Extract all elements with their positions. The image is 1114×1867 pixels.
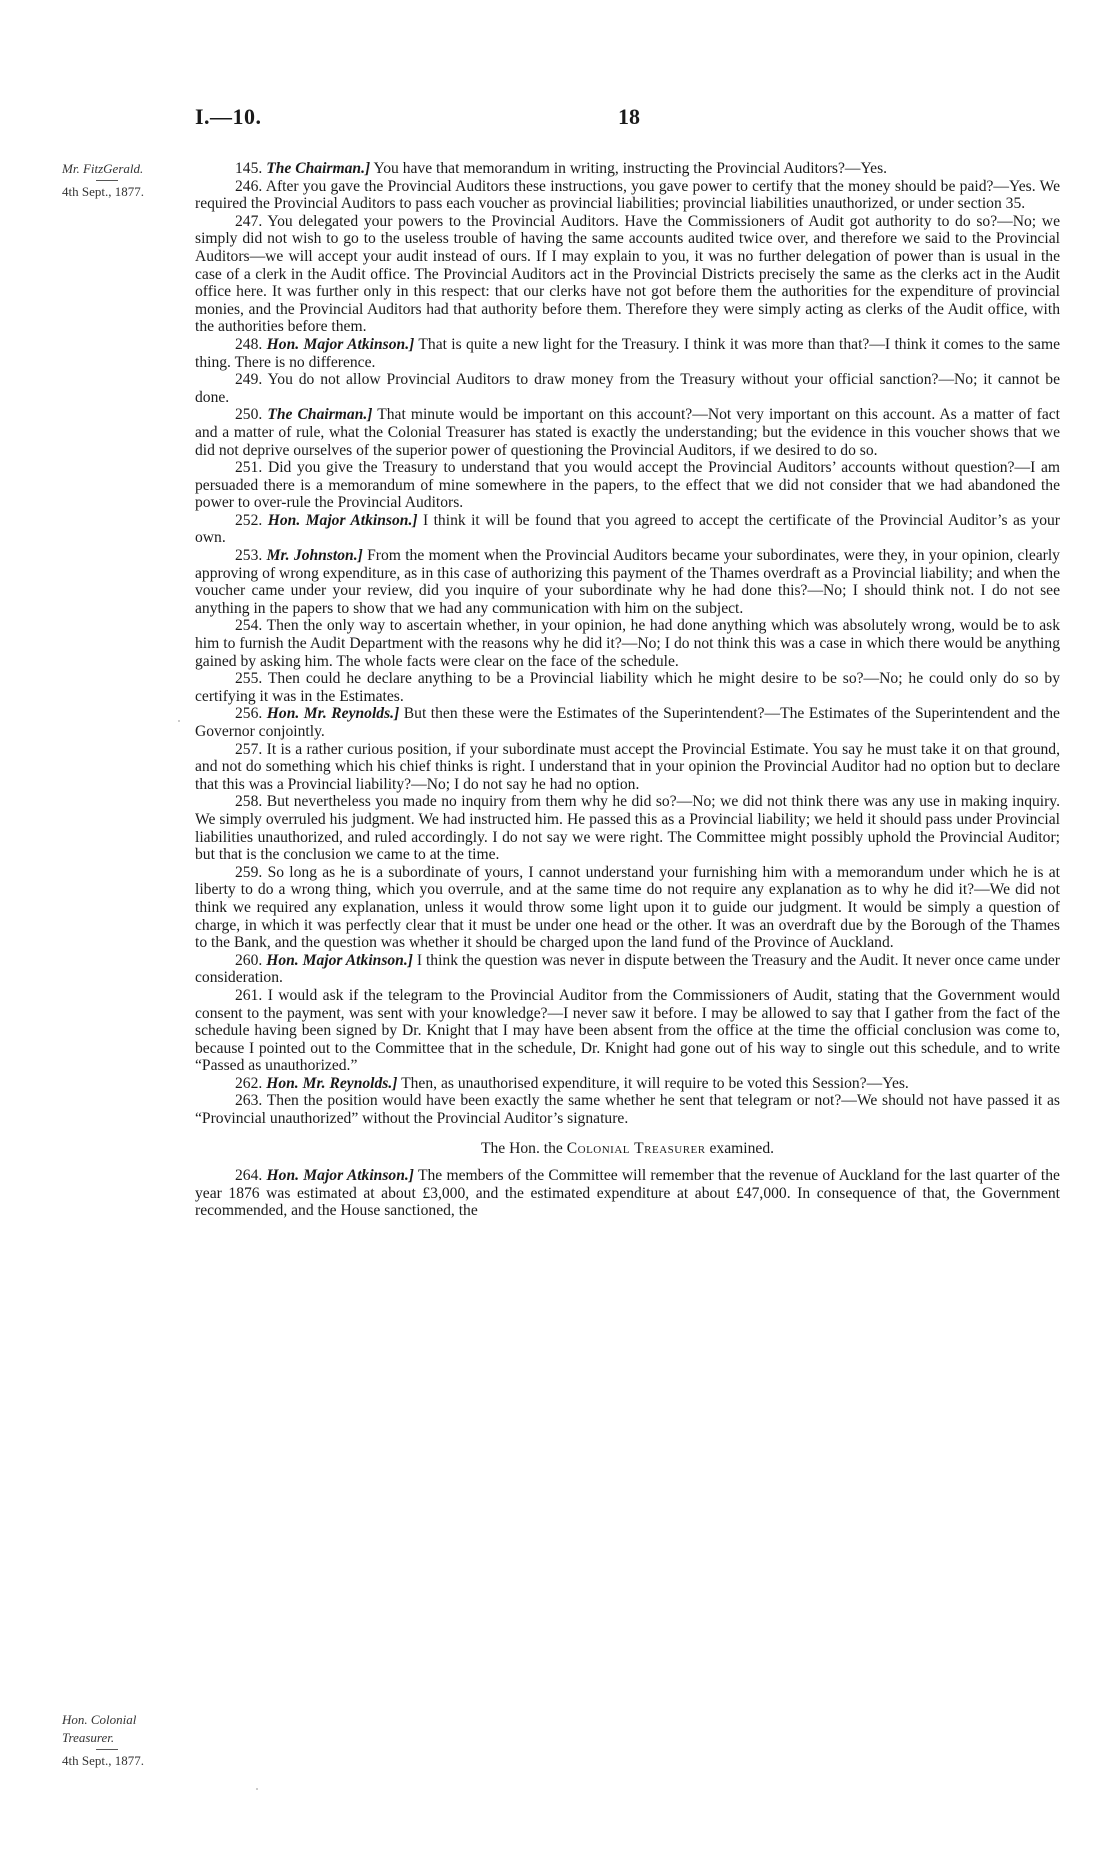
paragraph-number: 262. [235,1074,263,1092]
page-reference: I.—10. [195,104,262,129]
speaker-name: Hon. Major Atkinson.] [266,335,415,353]
speaker-name: The Chairman.] [267,406,373,424]
speaker-name: Hon. Mr. Reynolds.] [266,705,400,723]
paragraph-number: 261. [235,986,263,1004]
scan-speckle [178,720,180,722]
speaker-name: Mr. Johnston.] [266,547,363,565]
paragraph [195,160,1060,178]
paragraph-text: Then the only way to ascertain whether, in your opinion, he had done anything which was absolutely wrong, would be to ask him to furnish the Audit Department with the reasons why he did it?—No; I do not think this was a case in which there would be anything gained by asking him. The whole facts were clear on the face of the schedule. [195,617,1060,670]
paragraph-number: 253. [235,547,263,565]
paragraph-text: You have that memorandum in writing, instructing the Provincial Auditors?—Yes. [370,160,888,177]
page-number: 18 [618,104,640,129]
margin-note-witness-1 [62,160,192,201]
paragraph-number: 249. [235,371,263,389]
paragraph [195,178,1060,213]
paragraph [195,987,1060,1075]
paragraph-number: 259. [235,863,263,881]
paragraph [195,741,1060,794]
paragraph-text: I think the question was never in dispute between the Treasury and the Audit. It never once came under consideration. [195,951,1060,987]
paragraph-text: That is quite a new light for the Treasury. I think it was more than that?—I think it comes to the same thing. There is no difference. [195,335,1060,371]
paragraph [195,952,1060,987]
paragraph [195,213,1060,336]
paragraph [195,336,1060,371]
margin-note-witness-2 [62,1711,180,1770]
paragraph-number: 255. [235,670,263,688]
paragraph-number: 145. [235,160,263,177]
margin-note-divider [96,180,118,181]
section-heading: The Hon. the Colonial Treasurer examined. [480,1139,775,1157]
paragraph-text: It is a rather curious position, if your subordinate must accept the Provincial Estimate. You say he must take it on that ground, and not do something which his chief thinks is right. I understand that in your opinion the Provincial Auditor had no option but to declare that this was a Provincial liability?—No; I do not say he had no option. [195,740,1061,793]
paragraph-number: 264. [235,1167,263,1185]
paragraph-number: 258. [235,793,263,811]
paragraph-number: 257. [235,740,263,758]
speaker-name: Hon. Mr. Reynolds.] [266,1074,398,1092]
paragraph-text: But then these were the Estimates of the Superintendent?—The Estimates of the Superintendent and the Governor conjointly. [195,705,1060,740]
margin-note-divider [96,1749,118,1750]
paragraph [195,670,1060,705]
paragraph-text: But nevertheless you made no inquiry from them why he did so?—No; we did not think there was any use in making inquiry. We simply overruled his judgment. We had instructed him. He passed this as a Provincial liability; we held it should pass under Provincial liabilities unauthorized, and ruled accordingly. I do not say we were right. The Committee might possibly uphold the Provincial Auditor; but that is the conclusion we came to at the time. [195,793,1060,864]
margin-note-name: Hon. Colonial Treasurer. [62,1712,137,1745]
margin-note-date: 4th Sept., 1877. [62,184,144,199]
paragraph-number: 250. [235,406,263,424]
margin-note-name: Mr. FitzGerald. [62,161,144,176]
paragraph-text: After you gave the Provincial Auditors these instructions, you gave power to certify that the money should be paid?—Yes. We required the Provincial Auditors to pass each voucher as provincial liabilities; provincial liabilities unauthorized, or under section 35. [195,177,1060,213]
paragraph [195,1167,1060,1220]
paragraph-text: I would ask if the telegram to the Provincial Auditor from the Commissioners of Audit, stating that the Government would consent to the payment, was sent with your knowledge?—I never saw it before. I may be allowed to say that I gather from the fact of the schedule having been signed by Dr. Knight that I may have been absent from the office at the time the official conclusion was come to, because I pointed out to the Committee that in the schedule, Dr. Knight had gone out of his way to single out this schedule, and to write “Passed as unauthorized.” [195,986,1060,1075]
paragraph [195,793,1060,863]
paragraph-number: 246. [235,177,263,195]
paragraph-text: So long as he is a subordinate of yours, I cannot understand your furnishing him with a memorandum under which he is at liberty to do a wrong thing, which you overrule, and at the same time do not require any explanation as to why he did it?—We did not think we required any explanation, unless it would throw some light upon it to guide our judgment. It would be simply a question of charge, in which it was perfectly clear that it must be under one head or the other. It was an overdraft due by the Borough of the Thames to the Bank, and the question was whether it should be charged upon the land fund of the Province of Auckland. [195,863,1060,952]
speaker-name: The Chairman.] [266,160,371,177]
paragraph [195,864,1060,952]
paragraph-text: Did you give the Treasury to understand that you would accept the Provincial Auditors’ accounts without question?—I am persuaded there is a memorandum of mine somewhere in the papers, to the effect that we did not consider that we had abandoned the power to over-rule the Provincial Auditors. [195,459,1060,512]
paragraph-list [195,160,1060,1128]
paragraph-number: 254. [235,617,263,635]
paragraph-text: From the moment when the Provincial Auditors became your subordinates, were they, in your opinion, clearly approving of wrong expenditure, as in this case of authorizing this payment of the Thames overdraft as a Provincial liability; and when the voucher came under your review, did you inquire of your subordinate why he had done this?—No; I should think not. I do not see anything in the papers to show that we had any communication with him on the subject. [195,547,1060,617]
paragraph-text: The members of the Committee will remember that the revenue of Auckland for the last quarter of the year 1876 was estimated at about £3,000, and the estimated expenditure at about £47,000. In consequence of that, the Government recommended, and the House sanctioned, the [195,1167,1060,1220]
paragraph-text: You do not allow Provincial Auditors to draw money from the Treasury without your official sanction?—No; it cannot be done. [195,371,1060,406]
paragraph [195,617,1060,670]
page-header [0,104,1114,134]
paragraph [195,371,1060,406]
paragraph-text: Then the position would have been exactly the same whether he sent that telegram or not?—We should not have passed it as “Provincial unauthorized” without the Provincial Auditor’s signature. [195,1092,1060,1128]
evidence-text [195,160,1060,1220]
paragraph-text: Then, as unauthorised expenditure, it will require to be voted this Session?—Yes. [397,1074,909,1092]
paragraph [195,1075,1060,1093]
paragraph-number: 251. [235,459,263,477]
paragraph [195,705,1060,740]
paragraph-number: 256. [235,705,263,723]
paragraph [195,547,1060,617]
margin-note-date: 4th Sept., 1877. [62,1753,144,1768]
speaker-name: Hon. Major Atkinson.] [267,511,418,529]
paragraph-text: You delegated your powers to the Provincial Auditors. Have the Commissioners of Audit got authority to do so?—No; we simply did not wish to go to the useless trouble of having the same accounts audited twice over, and therefore we said to the Provincial Auditors—we will accept your audit instead of ours. If I may explain to you, it was no further delegation of power than is usual in the case of a clerk in the Audit office. The Provincial Auditors act in the Provincial Districts precisely the same as the clerks act in the Audit office here. It was further only in this respect: that our clerks have not got before them the authorities for the expenditure of provincial monies, and the Provincial Auditors had that authority before them. Therefore they were simply acting as clerks of the Audit office, with the authorities before them. [195,212,1060,336]
paragraph-number: 263. [235,1092,263,1110]
paragraph [195,1092,1060,1127]
scan-speckle [256,1788,258,1790]
paragraph [195,459,1060,512]
paragraph-number: 248. [235,335,263,353]
paragraph [195,512,1060,547]
paragraph-text: I think it will be found that you agreed to accept the certificate of the Provincial Auditor’s as your own. [195,511,1060,547]
speaker-name: Hon. Major Atkinson.] [266,951,413,969]
paragraph [195,406,1060,459]
paragraph-text: That minute would be important on this account?—Not very important on this account. As a matter of fact and a matter of rule, what the Colonial Treasurer has stated is exactly the understanding; but the evidence in this voucher shows that we did not deprive ourselves of the superior power of questioning the Provincial Auditors, if we desired to do so. [195,406,1060,459]
speaker-name: Hon. Major Atkinson.] [266,1167,414,1185]
paragraph-number: 252. [235,511,263,529]
paragraph-number: 260. [235,951,263,969]
paragraph-text: Then could he declare anything to be a Provincial liability which he might desire to be so?—No; he could only do so by certifying it was in the Estimates. [195,670,1060,705]
paragraph-number: 247. [235,212,263,230]
